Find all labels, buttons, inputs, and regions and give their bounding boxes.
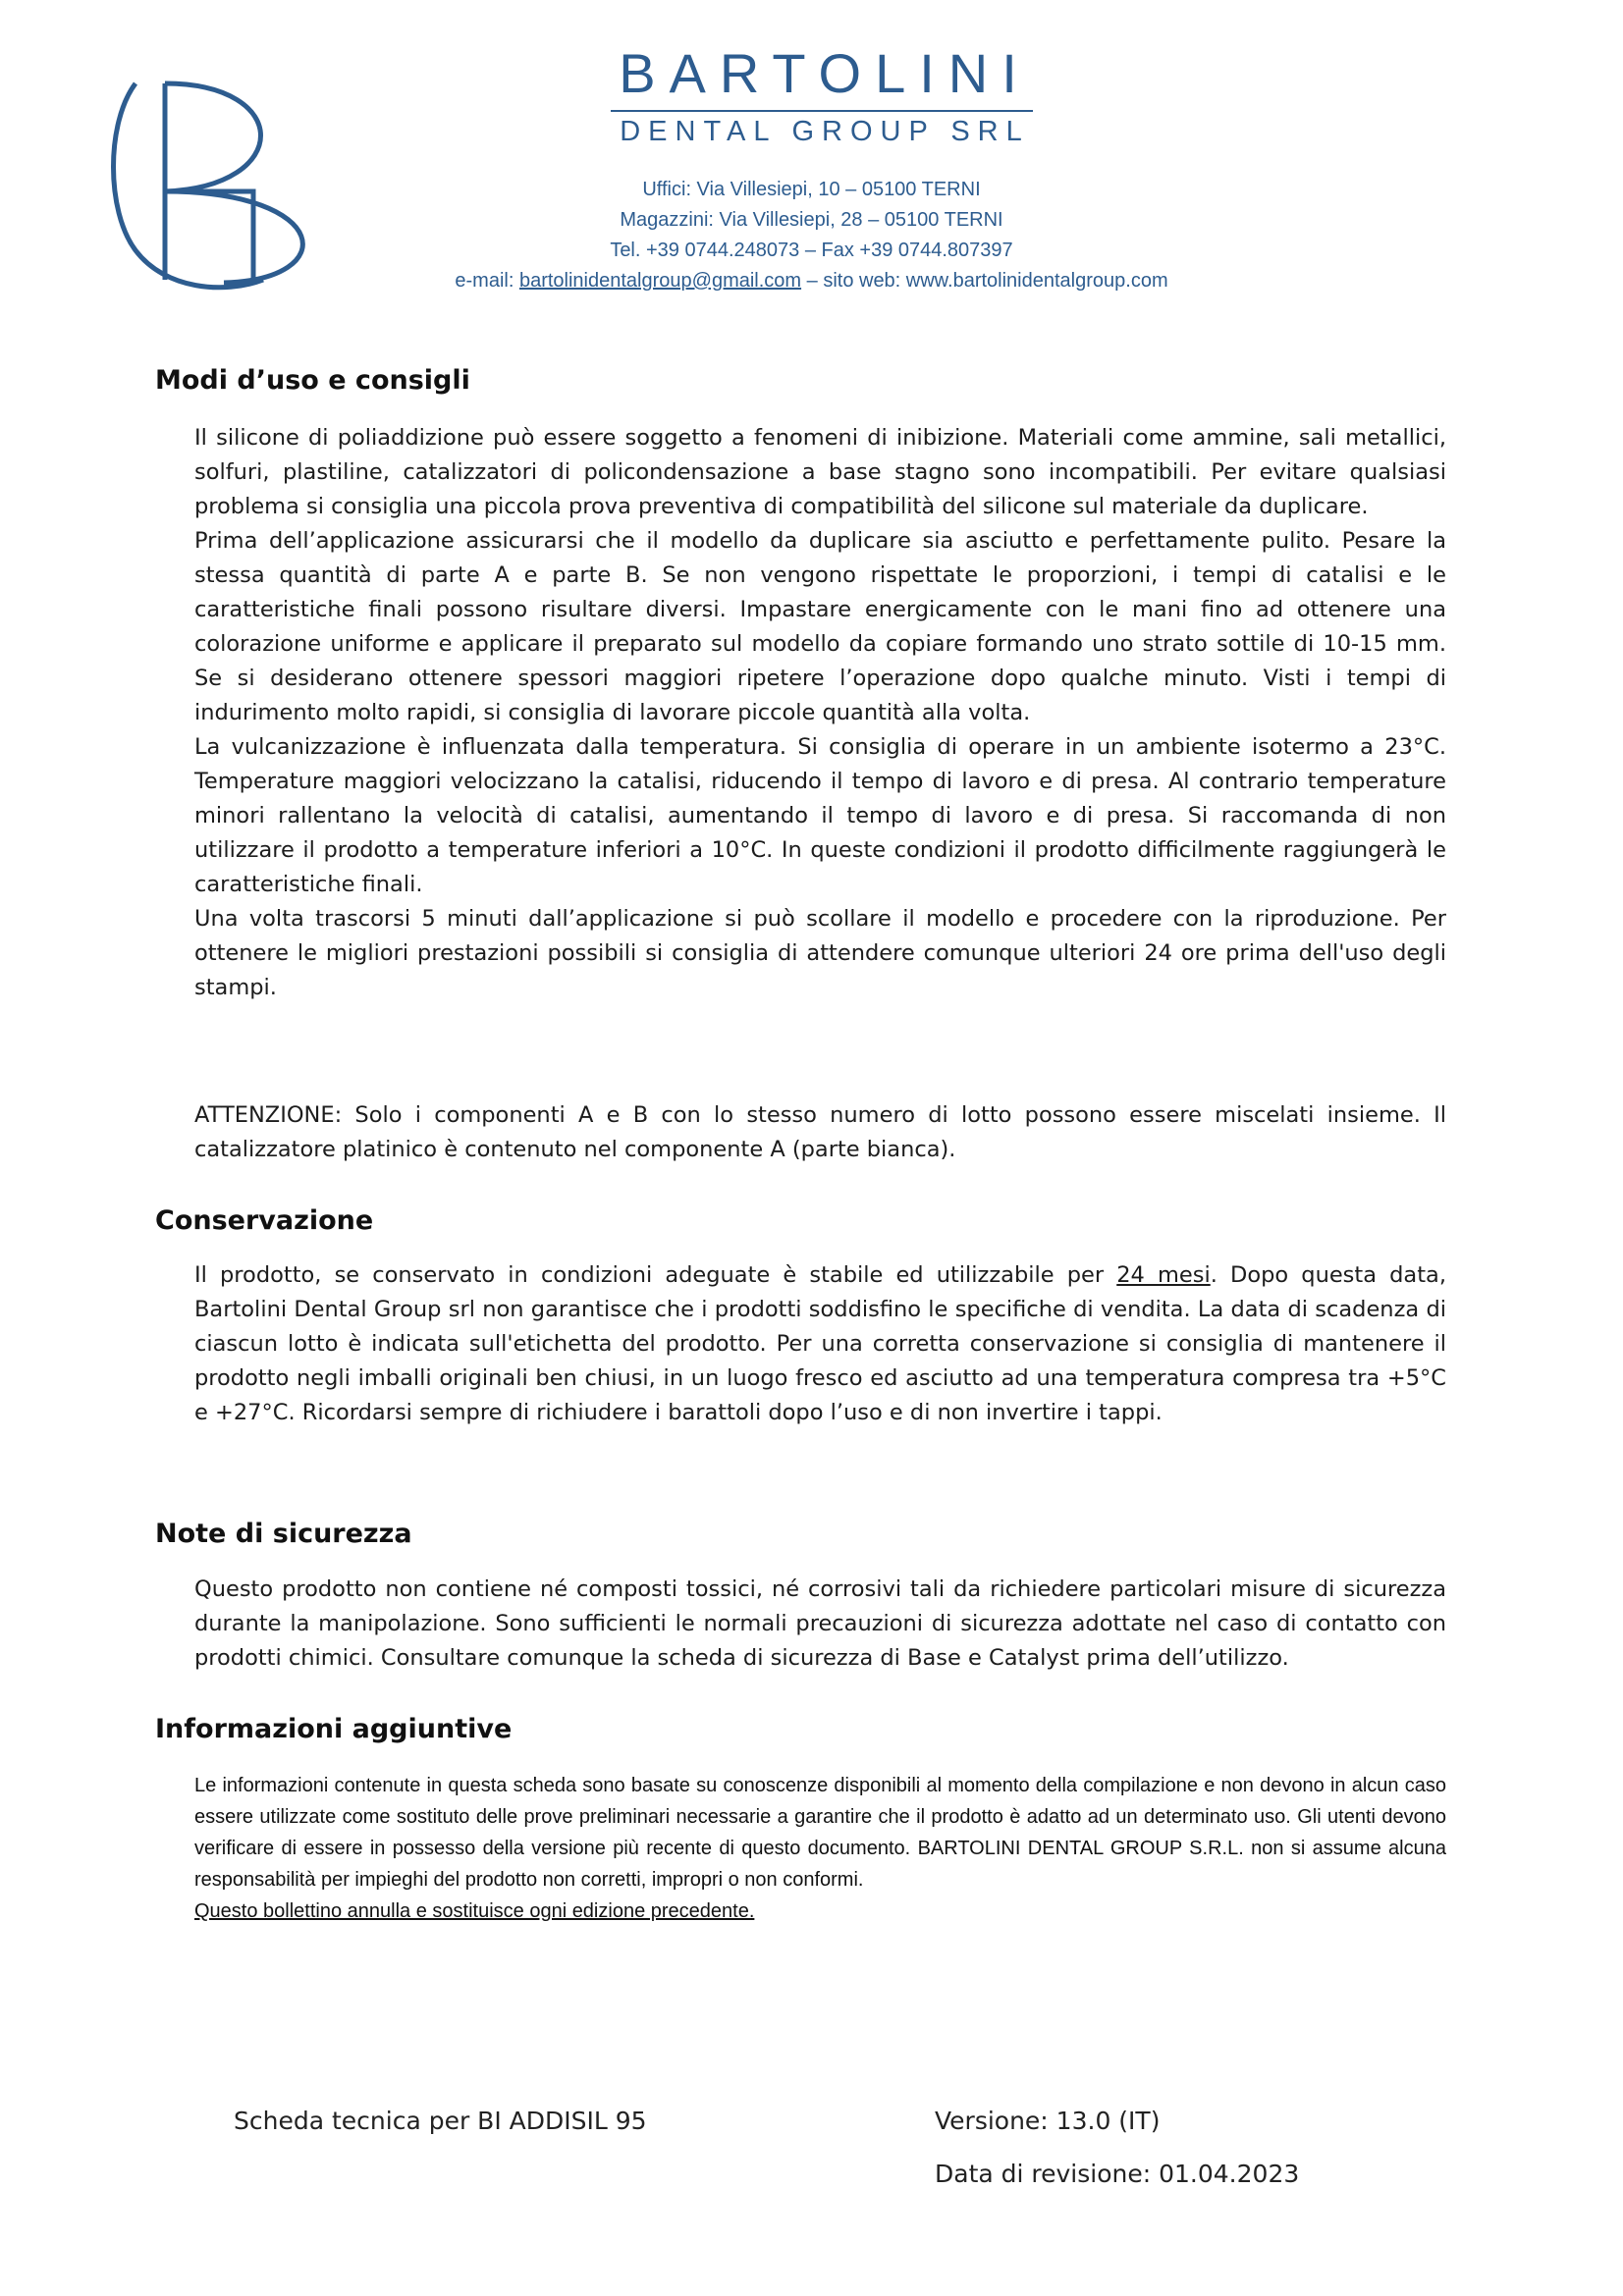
footer-version: Versione: 13.0 (IT) bbox=[935, 2107, 1161, 2135]
info-body bbox=[194, 1770, 1446, 1927]
warehouse-address: Magazzini: Via Villesiepi, 28 – 05100 TERNI bbox=[620, 209, 1003, 231]
section-title-usage: Modi d’uso e consigli bbox=[155, 365, 470, 396]
safety-body: Questo prodotto non contiene né composti tossici, né corrosivi tali da richiedere particolari misure di sicurezza durante la manipolazione. Sono sufficienti le normali precauzioni di sicurezza adottate nel caso di contatto con prodotti chimici. Consultare comunque la scheda di sicurezza di Base e Catalyst prima dell’utilizzo. bbox=[194, 1576, 1446, 1671]
storage-duration: 24 mesi bbox=[1116, 1262, 1211, 1288]
section-title-storage: Conservazione bbox=[155, 1205, 374, 1236]
email-label: e-mail: bbox=[455, 270, 519, 292]
usage-paragraph-2: Prima dell’applicazione assicurarsi che il modello da duplicare sia asciutto e perfettamente pulito. Pesare la stessa quantità di parte A e parte B. Se non vengono rispettate le proporzioni, i tempi di catalisi e le caratteristiche finali possono risultare diversi. Impastare energicamente con le mani fino ad ottenere una colorazione uniforme e applicare il preparato sul modello da copiare formando uno strato sottile di 10-15 mm. Se si desiderano ottenere spessori maggiori ripetere l’operazione dopo qualche minuto. Visti i tempi di indurimento molto rapidi, si consiglia di lavorare piccole quantità alla volta. bbox=[194, 528, 1446, 725]
storage-text-before: Il prodotto, se conservato in condizioni adeguate è stabile ed utilizzabile per bbox=[194, 1262, 1117, 1288]
footer-sheet-title: Scheda tecnica per BI ADDISIL 95 bbox=[234, 2107, 647, 2135]
usage-paragraph-4: Una volta trascorsi 5 minuti dall’applicazione si può scollare il modello e procedere con la riproduzione. Per ottenere le migliori prestazioni possibili si consiglia di attendere comunque ulteriori 24 ore prima dell'uso degli stampi. bbox=[194, 906, 1446, 1000]
usage-paragraph-3: La vulcanizzazione è influenzata dalla temperatura. Si consiglia di operare in un ambiente isotermo a 23°C. Temperature maggiori velocizzano la catalisi, riducendo il tempo di lavoro e di presa. Al contrario temperature minori rallentano la velocità di catalisi, aumentando il tempo di lavoro e di presa. Si raccomanda di non utilizzare il prodotto a temperature inferiori a 10°C. In queste condizioni il prodotto difficilmente raggiungerà le caratteristiche finali. bbox=[194, 734, 1446, 897]
email-link[interactable]: bartolinidentalgroup@gmail.com bbox=[518, 270, 802, 292]
usage-warning: ATTENZIONE: Solo i componenti A e B con lo stesso numero di lotto possono essere miscelati insieme. Il catalizzatore platinico è contenuto nel componente A (parte bianca). bbox=[194, 1102, 1446, 1162]
email-web-line bbox=[0, 266, 1623, 296]
brand-subtitle: DENTAL GROUP SRL bbox=[620, 116, 1030, 147]
footer-revision-date: Data di revisione: 01.04.2023 bbox=[935, 2160, 1300, 2188]
contact-block bbox=[0, 175, 1623, 296]
section-title-info: Informazioni aggiuntive bbox=[155, 1714, 513, 1744]
info-text: Le informazioni contenute in questa scheda sono basate su conoscenze disponibili al momento della compilazione e non devono in alcun caso essere utilizzate come sostituto delle prove preliminari necessarie a garantire che il prodotto è adatto ad un determinato uso. Gli utenti devono verificare di essere in possesso della versione più recente di questo documento. BARTOLINI DENTAL GROUP S.R.L. non si assume alcuna responsabilità per impieghi del prodotto non corretti, impropri o non conformi. bbox=[194, 1775, 1446, 1891]
supersede-note: Questo bollettino annulla e sostituisce ogni edizione precedente. bbox=[194, 1900, 755, 1922]
phone-fax: Tel. +39 0744.248073 – Fax +39 0744.807397 bbox=[610, 240, 1013, 261]
brand-name: BARTOLINI bbox=[619, 42, 1031, 104]
section-title-safety: Note di sicurezza bbox=[155, 1519, 412, 1549]
storage-text-after: . Dopo questa data, Bartolini Dental Group srl non garantisce che i prodotti soddisfino le specifiche di vendita. La data di scadenza di ciascun lotto è indicata sull'etichetta del prodotto. Per una corretta conservazione si consiglia di mantenere il prodotto negli imballi originali ben chiusi, in un luogo fresco ed asciutto ad una temperatura compresa tra +5°C e +27°C. Ricordarsi sempre di richiudere i barattoli dopo l’uso e di non invertire i tappi. bbox=[194, 1262, 1446, 1425]
offices-address: Uffici: Via Villesiepi, 10 – 05100 TERNI bbox=[642, 179, 981, 200]
storage-body bbox=[194, 1258, 1446, 1430]
usage-paragraph-1: Il silicone di poliaddizione può essere soggetto a fenomeni di inibizione. Materiali come ammine, sali metallici, solfuri, plastiline, catalizzatori di policondensazione a base stagno sono incompatibili. Per evitare qualsiasi problema si consiglia una piccola prova preventiva di compatibilità del silicone sul materiale da duplicare. bbox=[194, 425, 1446, 519]
website: – sito web: www.bartolinidentalgroup.com bbox=[801, 270, 1168, 292]
usage-body bbox=[194, 421, 1446, 1005]
brand-divider bbox=[611, 110, 1033, 112]
